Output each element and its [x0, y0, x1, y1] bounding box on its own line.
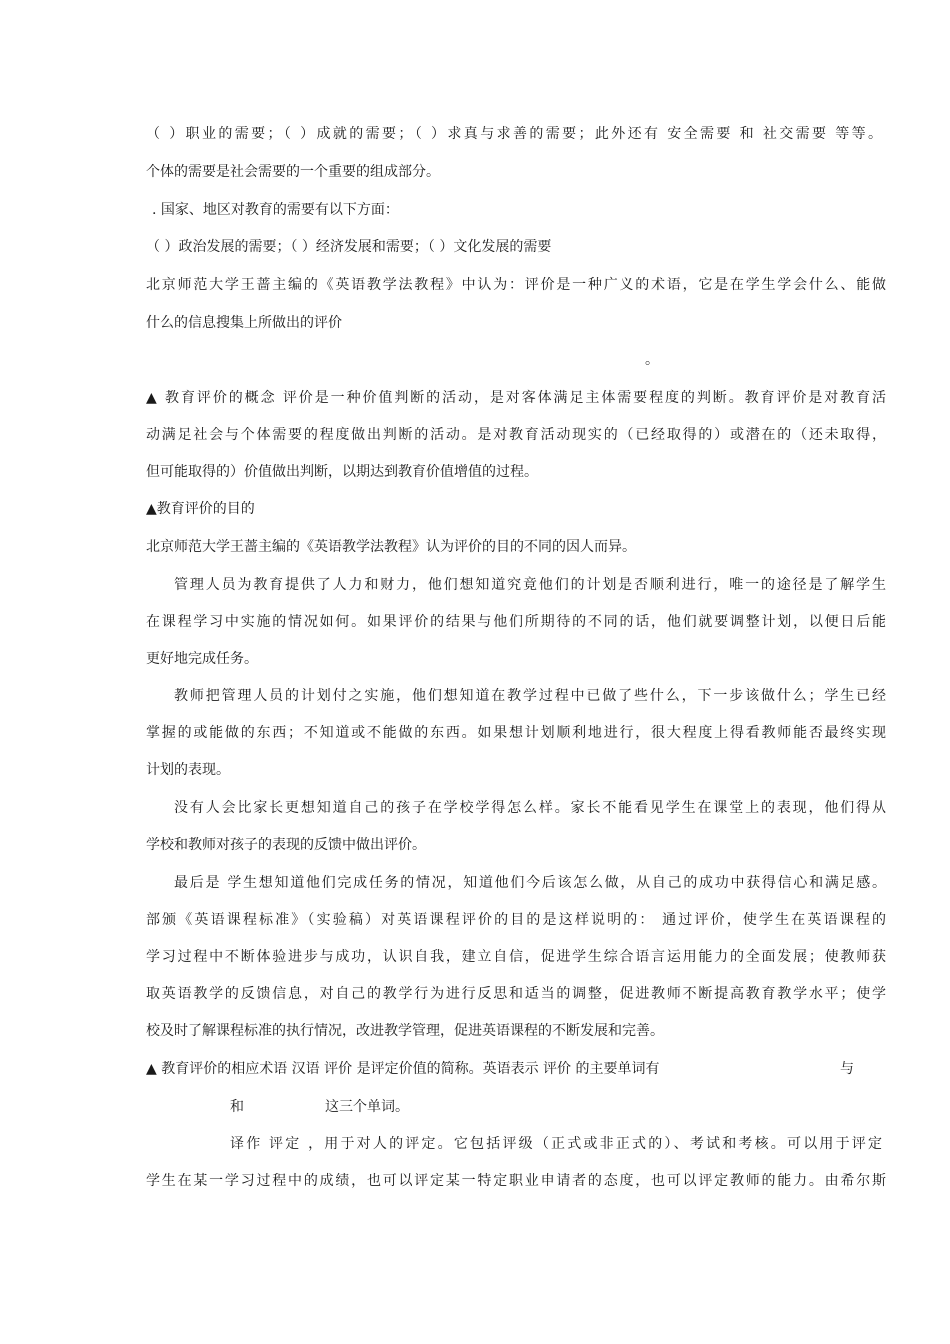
text-line: 与 — [840, 1061, 854, 1077]
text-line: 但可能取得的）价值做出判断，以期达到教育价值增值的过程。 — [146, 464, 538, 480]
text-line: 取英语教学的反馈信息，对自己的教学行为进行反思和适当的调整，促进教师不断提高教育教学水平；使学 — [146, 986, 886, 1002]
text-line: ▲ 教育评价的相应术语 汉语 评价 是评定价值的简称。英语表示 评价 的主要单词有 — [146, 1061, 660, 1077]
text-line: 译作 评定 ，用于对人的评定。它包括评级（正式或非正式的）、考试和考核。可以用于评定 — [230, 1136, 882, 1152]
text-line: 个体的需要是社会需要的一个重要的组成部分。 — [146, 164, 440, 180]
text-line: 教师把管理人员的计划付之实施，他们想知道在教学过程中已做了些什么，下一步该做什么；学生已经 — [174, 688, 886, 704]
text-line: 和 — [230, 1099, 244, 1115]
text-line: 什么的信息搜集上所做出的评价 — [146, 315, 342, 331]
text-line: 最后是 学生想知道他们完成任务的情况，知道他们今后该怎么做，从自己的成功中获得信心和满足感。 — [174, 875, 886, 891]
text-line: 部颁《英语课程标准》（实验稿）对英语课程评价的目的是这样说明的： 通过评价，使学生在英语课程的 — [146, 912, 886, 928]
text-line: 管理人员为教育提供了人力和财力，他们想知道究竟他们的计划是否顺利进行，唯一的途径是了解学生 — [174, 577, 886, 593]
section-heading: ▲教育评价的目的 — [146, 501, 255, 517]
text-line: 学校和教师对孩子的表现的反馈中做出评价。 — [146, 837, 426, 853]
text-line: 没有人会比家长更想知道自己的孩子在学校学得怎么样。家长不能看见学生在课堂上的表现，他们得从 — [174, 800, 886, 816]
text-line: 掌握的或能做的东西；不知道或不能做的东西。如果想计划顺利地进行，很大程度上得看教师能否最终实现 — [146, 725, 886, 741]
text-line: 北京师范大学王蔷主编的《英语教学法教程》认为评价的目的不同的因人而异。 — [146, 539, 636, 555]
text-line: 北京师范大学王蔷主编的《英语教学法教程》中认为：评价是一种广义的术语，它是在学生学会什么、能做 — [146, 277, 886, 293]
text-line: 计划的表现。 — [146, 762, 230, 778]
text-line: 在课程学习中实施的情况如何。如果评价的结果与他们所期待的不同的话，他们就要调整计划，以便日后能 — [146, 614, 886, 630]
text-line: . 国家、地区对教育的需要有以下方面： — [152, 202, 399, 218]
text-line: ▲ 教育评价的概念 评价是一种价值判断的活动，是对客体满足主体需要程度的判断。教育评价是对教育活 — [146, 390, 886, 406]
text-line: 更好地完成任务。 — [146, 651, 258, 667]
text-line: 动满足社会与个体需要的程度做出判断的活动。是对教育活动现实的（已经取得的）或潜在的（还未取得， — [146, 427, 886, 443]
text-line: 校及时了解课程标准的执行情况，改进教学管理，促进英语课程的不断发展和完善。 — [146, 1023, 664, 1039]
text-line: 这三个单词。 — [325, 1099, 409, 1115]
text-line: 。 — [645, 352, 659, 368]
text-line: 学生在某一学习过程中的成绩，也可以评定某一特定职业申请者的态度，也可以评定教师的能力。由希尔斯 — [146, 1173, 886, 1189]
text-line: 学习过程中不断体验进步与成功，认识自我，建立自信，促进学生综合语言运用能力的全面发展；使教师获 — [146, 949, 886, 965]
text-line: （ ）政治发展的需要；（ ）经济发展和需要；（ ）文化发展的需要 — [146, 239, 552, 255]
text-line: （ ）职业的需要；（ ）成就的需要；（ ）求真与求善的需要；此外还有 安全需要 和 社交需要 等等。 — [146, 126, 882, 142]
